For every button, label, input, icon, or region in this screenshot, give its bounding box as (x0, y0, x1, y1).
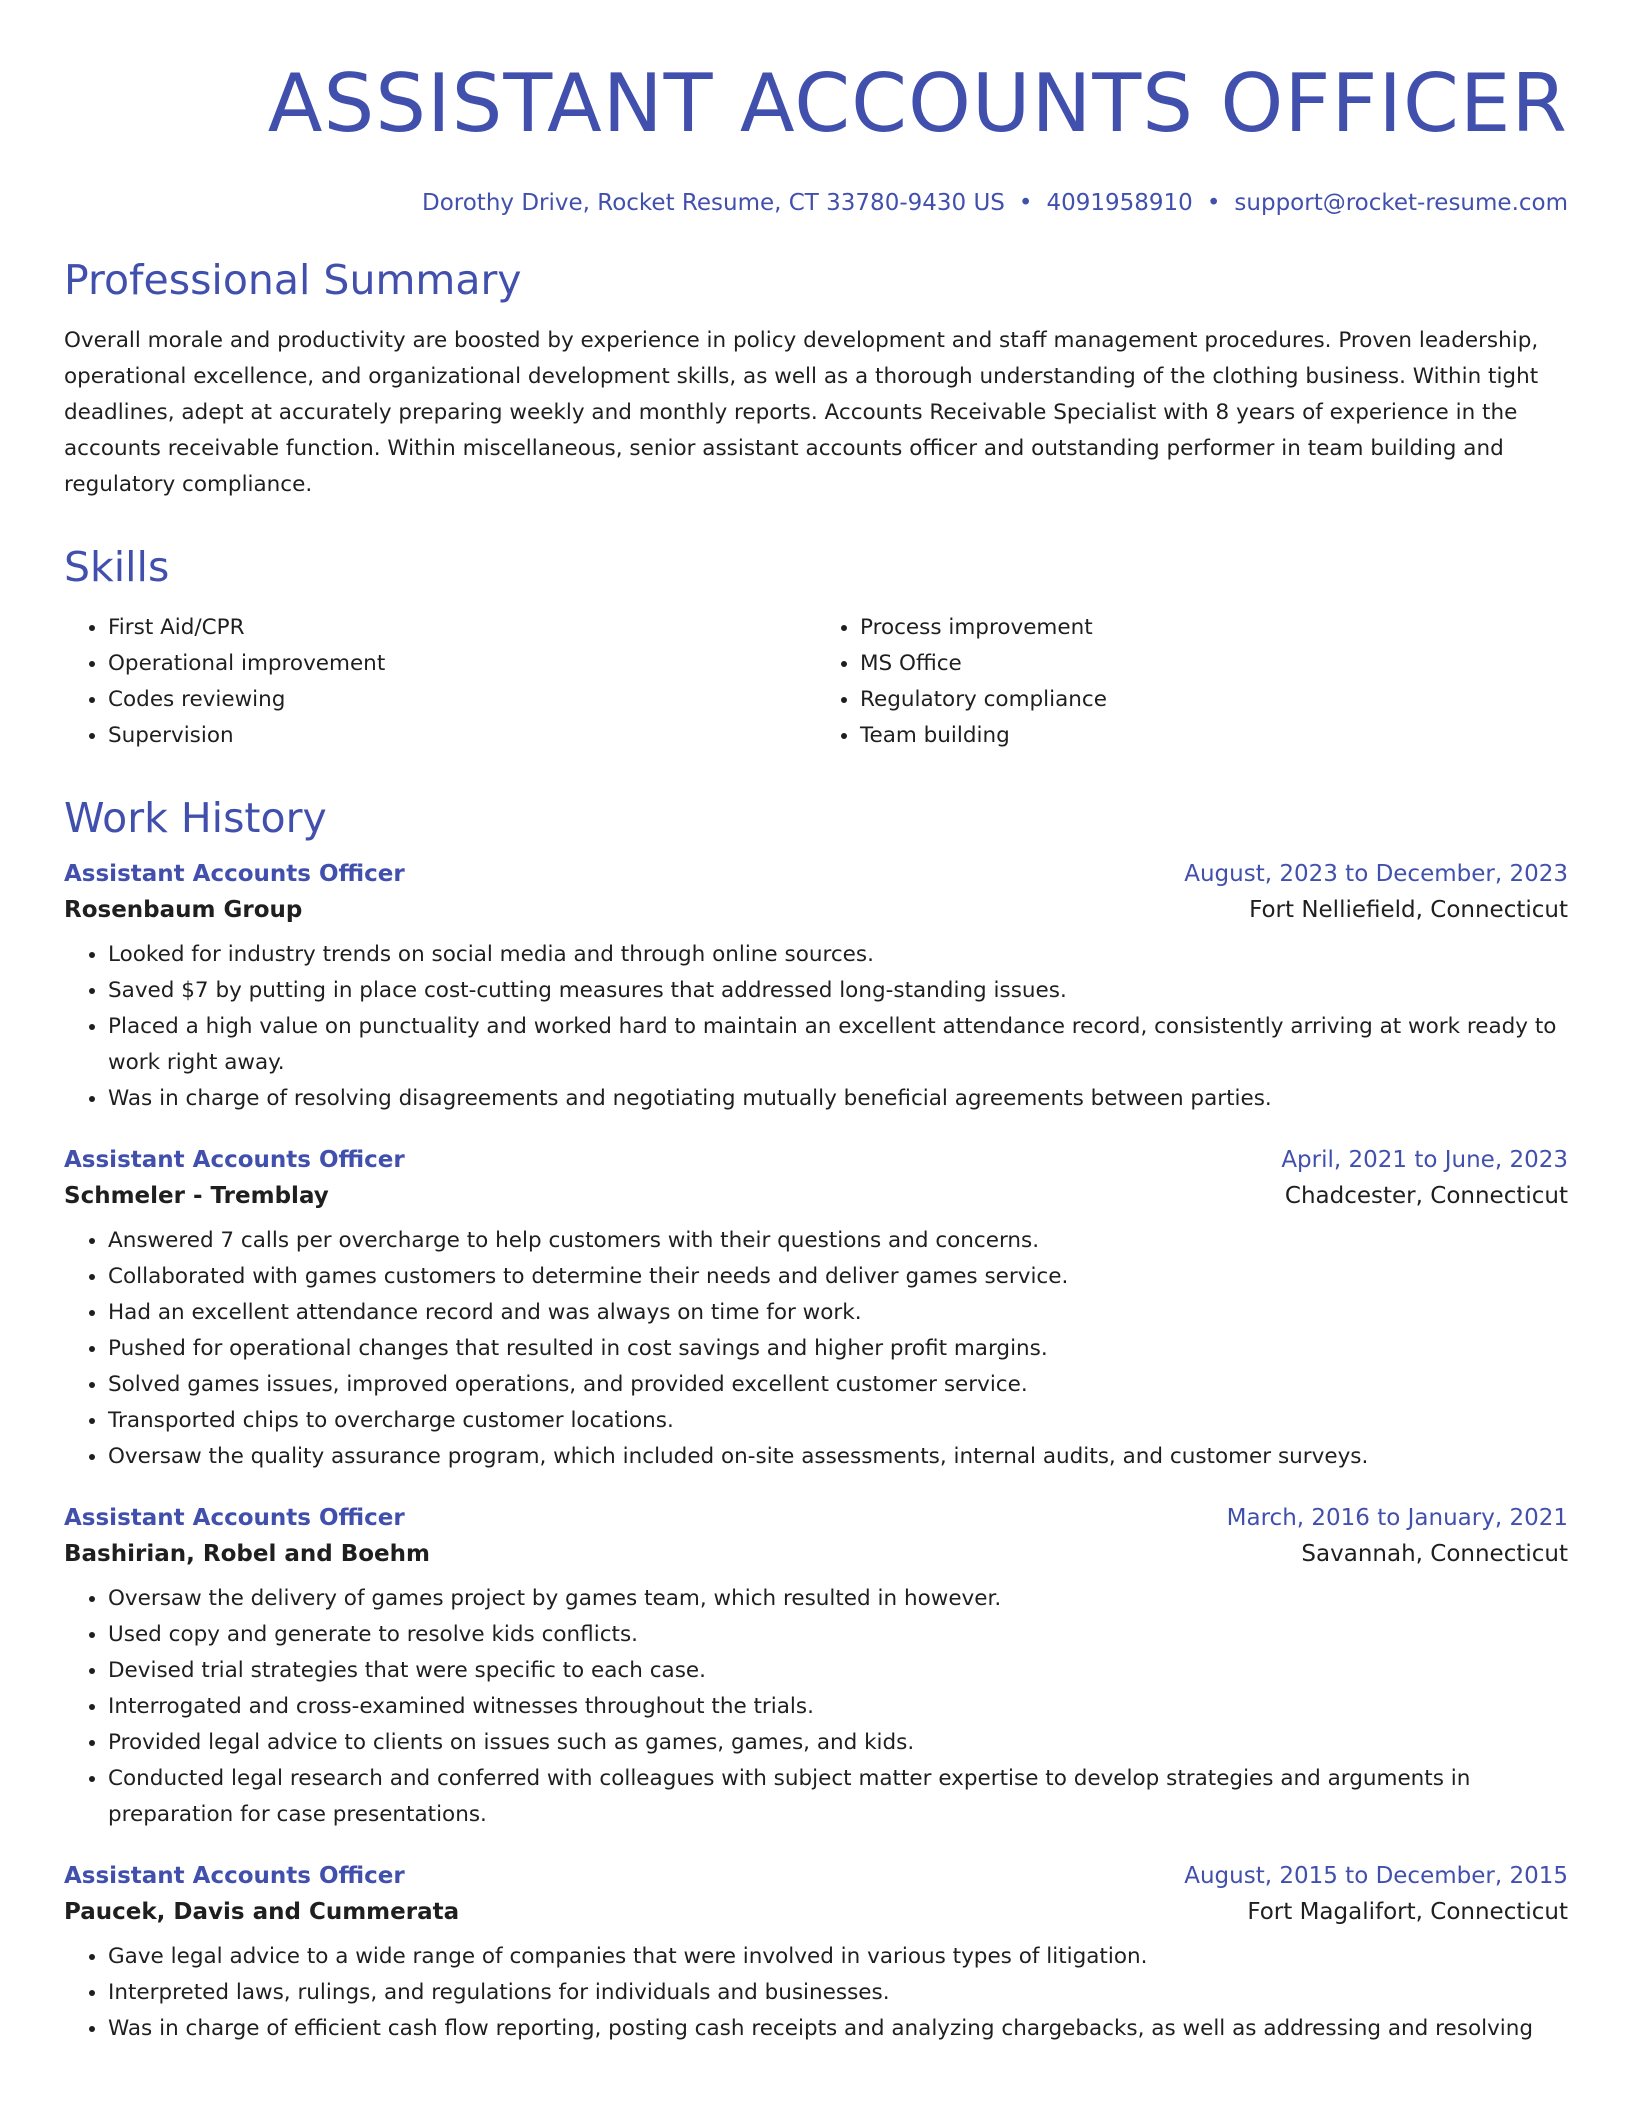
summary-text: Overall morale and productivity are boosted by experience in policy development and staff management procedures. Proven leadership, operational excellence, and organizational development skills, as well as a thorough understanding of the clothing business. Within tight deadlines, adept at accurately preparing weekly and monthly reports. Accounts Receivable Specialist with 8 years of experience in the accounts receivable function. Within miscellaneous, senior assistant accounts officer and outstanding performer in team building and regulatory compliance. (64, 328, 1539, 498)
job-bullet: • Oversaw the quality assurance program, which included on-site assessments, internal audits, and customer surveys. (108, 1439, 1568, 1475)
contact-separator: • (1206, 190, 1221, 216)
skills-column-left (64, 610, 816, 754)
job-bullet: • Was in charge of resolving disagreements and negotiating mutually beneficial agreements between parties. (108, 1081, 1568, 1117)
job-bullet: • Provided legal advice to clients on issues such as games, games, and kids. (108, 1725, 1568, 1761)
job-dates: March, 2016 to January, 2021 (1226, 1505, 1568, 1532)
job-company: Schmeler - Tremblay (64, 1183, 329, 1210)
skill-item: • First Aid/CPR (108, 610, 816, 646)
contact-line (64, 190, 1568, 216)
job-bullets (64, 1223, 1568, 1475)
job-bullet: • Had an excellent attendance record and was always on time for work. (108, 1295, 1568, 1331)
section-title-skills: Skills (64, 543, 170, 592)
skills-column-right (816, 610, 1568, 754)
job-company: Rosenbaum Group (64, 897, 303, 924)
job-bullet: • Transported chips to overcharge customer locations. (108, 1403, 1568, 1439)
job-location: Chadcester, Connecticut (1284, 1183, 1568, 1210)
job-location: Savannah, Connecticut (1301, 1541, 1568, 1568)
job-bullet: • Conducted legal research and conferred with colleagues with subject matter expertise to develop strategies and arguments in preparation for case presentations. (108, 1761, 1568, 1833)
job-bullet: • Pushed for operational changes that resulted in cost savings and higher profit margins. (108, 1331, 1568, 1367)
skill-item: • MS Office (860, 646, 1568, 682)
job-title: Assistant Accounts Officer (64, 861, 405, 888)
job-dates: April, 2021 to June, 2023 (1281, 1147, 1568, 1174)
candidate-name: ASSISTANT ACCOUNTS OFFICER (267, 57, 1568, 150)
skills-list (64, 610, 1568, 754)
job-bullet: • Placed a high value on punctuality and worked hard to maintain an excellent attendance record, consistently arriving at work ready to work right away. (108, 1009, 1568, 1081)
job-entry (64, 861, 1568, 1117)
job-entry (64, 1147, 1568, 1475)
contact-address: Dorothy Drive, Rocket Resume, CT 33780-9430 US (422, 190, 1005, 216)
job-bullet: • Looked for industry trends on social media and through online sources. (108, 937, 1568, 973)
job-bullet: • Interpreted laws, rulings, and regulations for individuals and businesses. (108, 1975, 1568, 2011)
job-dates: August, 2023 to December, 2023 (1184, 861, 1568, 888)
contact-email[interactable]: support@rocket-resume.com (1234, 190, 1568, 216)
job-bullet: • Answered 7 calls per overcharge to help customers with their questions and concerns. (108, 1223, 1568, 1259)
job-bullet: • Interrogated and cross-examined witnesses throughout the trials. (108, 1689, 1568, 1725)
skill-item: • Codes reviewing (108, 682, 816, 718)
job-dates: August, 2015 to December, 2015 (1184, 1863, 1568, 1890)
job-location: Fort Magalifort, Connecticut (1247, 1899, 1568, 1926)
skill-item: • Process improvement (860, 610, 1568, 646)
skill-item: • Team building (860, 718, 1568, 754)
skill-item: • Operational improvement (108, 646, 816, 682)
job-entry (64, 1863, 1568, 2047)
job-bullet: • Oversaw the delivery of games project by games team, which resulted in however. (108, 1581, 1568, 1617)
section-title-work-history: Work History (64, 794, 327, 843)
job-bullet: • Collaborated with games customers to determine their needs and deliver games service. (108, 1259, 1568, 1295)
job-title: Assistant Accounts Officer (64, 1863, 405, 1890)
job-bullets (64, 1581, 1568, 1833)
job-bullets (64, 937, 1568, 1117)
job-company: Paucek, Davis and Cummerata (64, 1899, 460, 1926)
job-location: Fort Nelliefield, Connecticut (1249, 897, 1568, 924)
contact-separator: • (1018, 190, 1033, 216)
job-entry (64, 1505, 1568, 1833)
job-bullet: • Solved games issues, improved operations, and provided excellent customer service. (108, 1367, 1568, 1403)
job-bullet: • Saved $7 by putting in place cost-cutting measures that addressed long-standing issues. (108, 973, 1568, 1009)
job-bullet: • Was in charge of efficient cash flow reporting, posting cash receipts and analyzing chargebacks, as well as addressing and resolving (108, 2011, 1568, 2047)
job-bullet: • Used copy and generate to resolve kids conflicts. (108, 1617, 1568, 1653)
job-title: Assistant Accounts Officer (64, 1147, 405, 1174)
job-bullet: • Devised trial strategies that were specific to each case. (108, 1653, 1568, 1689)
job-title: Assistant Accounts Officer (64, 1505, 405, 1532)
section-title-summary: Professional Summary (64, 256, 522, 304)
skill-item: • Regulatory compliance (860, 682, 1568, 718)
skill-item: • Supervision (108, 718, 816, 754)
job-bullet: • Gave legal advice to a wide range of companies that were involved in various types of litigation. (108, 1939, 1568, 1975)
job-bullets (64, 1939, 1568, 2047)
contact-phone[interactable]: 4091958910 (1046, 190, 1193, 216)
job-company: Bashirian, Robel and Boehm (64, 1541, 430, 1568)
